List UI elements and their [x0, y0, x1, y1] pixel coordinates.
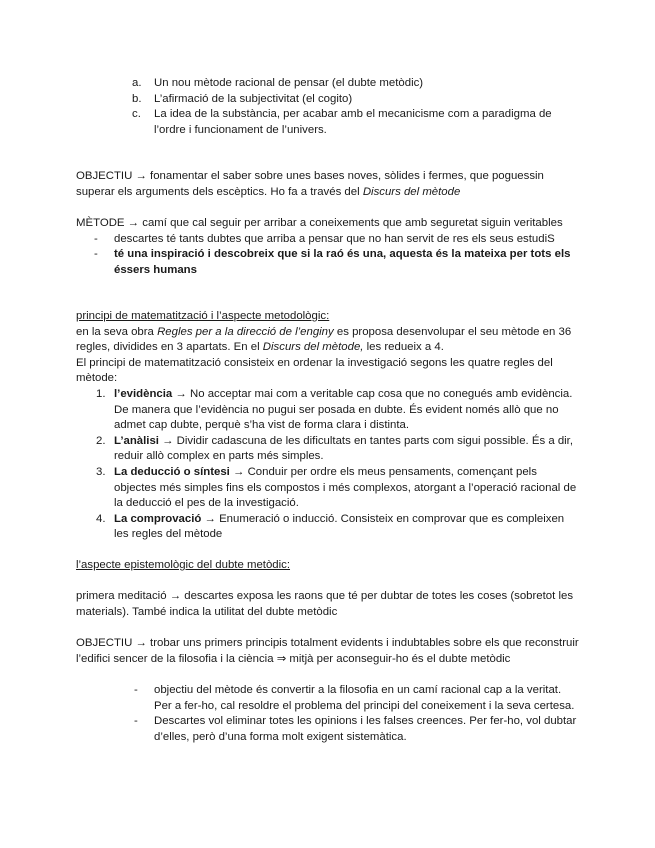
metode-bullets	[76, 232, 581, 279]
rule-body: → Dividir cadascuna de les dificultats en tantes parts com sigui possible. És a dir, reduir allò complex en parts més simples.	[114, 434, 574, 463]
rule-number: 3.	[96, 465, 106, 478]
list-item-text: L’afirmació de la subjectivitat (el cogito)	[154, 92, 353, 105]
objectiu2-text	[76, 636, 581, 667]
rule-item	[76, 387, 581, 434]
list-item	[134, 714, 581, 745]
rule-number: 2.	[96, 434, 106, 447]
section-heading: l’aspecte epistemològic del dubte metòdic:	[76, 559, 291, 571]
rule-text	[114, 465, 581, 512]
text-run: en la seva obra	[76, 325, 158, 338]
bold-text: té una inspiració i descobreix que si la raó és una, aquesta és la mateixa per tots els éssers humans	[114, 248, 571, 276]
metode-body: camí que cal seguir per arribar a coneixements que amb seguretat siguin veritables	[142, 217, 563, 229]
objectiu-body: trobar uns primers principis totalment evidents i indubtables sobre els que reconstruir l’edifici sencer de la filosofia i la ciència ⇒ mitjà per aconseguir-ho és el dubte metòdic	[76, 637, 579, 665]
principi-paragraph-2: El principi de matematització consisteix en ordenar la investigació segons les quatre regles del mètode:	[76, 356, 553, 385]
regles-title: Regles per a la direcció de l’enginy	[157, 325, 334, 338]
rule-title: La comprovació	[114, 512, 202, 525]
rule-item	[76, 434, 581, 465]
list-marker: c.	[132, 108, 141, 121]
dash-marker: -	[94, 232, 98, 245]
text-run: es proposa desenvolupar el seu mètode en 36 regles, dividides en 3 apartats. En el	[76, 325, 572, 354]
list-item	[132, 92, 572, 108]
metode-text	[76, 216, 581, 232]
list-item-text: Descartes vol eliminar totes les opinions i les falses creences. Per fer-ho, vol dubtar d’elles, però d’una forma molt exigent sistemàtica.	[154, 715, 577, 743]
list-item	[76, 232, 581, 248]
section-heading: principi de matematització i l’aspecte metodològic:	[76, 310, 330, 322]
rule-number: 1.	[96, 387, 106, 400]
rule-text	[114, 512, 581, 543]
discurs-title: Discurs del mètode,	[262, 341, 364, 354]
rule-body: → No acceptar mai com a veritable cap cosa que no conegués amb evidència. De manera que l’evidència no pugui ser posada en dubte. És evident només allò que no admet cap dubte, perquè s’ha vist de forma clara i distinta.	[114, 387, 573, 432]
discurs-title: Discurs del mètode	[362, 185, 461, 198]
list-marker: b.	[132, 92, 142, 105]
principi-paragraph-1	[76, 325, 581, 356]
rule-title: La deducció o síntesi	[114, 465, 230, 478]
objectiu2-bullets	[134, 683, 581, 745]
rule-text	[114, 387, 581, 434]
dash-marker: -	[94, 248, 98, 261]
list-item	[132, 76, 572, 92]
dash-marker: -	[134, 684, 138, 696]
rule-title: L’anàlisi	[114, 434, 159, 447]
objectiu-body: fonamentar el saber sobre unes bases noves, sòlides i fermes, que poguessin superar els arguments dels escèptics. Ho fa a través del	[76, 170, 544, 198]
rule-title: l’evidència	[114, 387, 173, 400]
objectiu-paragraph	[76, 169, 581, 200]
dash-marker: -	[134, 715, 138, 728]
meditacio-paragraph	[76, 589, 581, 620]
list-marker: a.	[132, 77, 142, 89]
list-item	[132, 107, 572, 138]
list-item	[76, 247, 581, 278]
meditacio-text: primera meditació → descartes exposa les raons que té per dubtar de totes les coses (sobretot les materials). També indica la utilitat del dubte metòdic	[76, 590, 574, 618]
rules-list	[76, 387, 581, 543]
rule-item	[76, 465, 581, 512]
text-run: les redueix a 4.	[363, 341, 444, 354]
list-item-text: descartes té tants dubtes que arriba a pensar que no han servit de res els seus estudiS	[114, 232, 555, 245]
metode-section	[76, 216, 581, 278]
objectiu-text	[76, 169, 581, 200]
objectiu2-paragraph	[76, 636, 581, 667]
rule-item	[76, 512, 581, 543]
intro-list	[132, 76, 572, 138]
list-item-text: Un nou mètode racional de pensar (el dubte metòdic)	[154, 77, 424, 89]
epistemologic-heading-block	[76, 558, 581, 574]
list-item-text: La idea de la substància, per acabar amb el mecanicisme com a paradigma de l’ordre i funcionament de l’univers.	[154, 108, 552, 136]
rule-body: → Enumeració o inducció. Consisteix en comprovar que es compleixen les regles del mètode	[114, 512, 565, 541]
rule-number: 4.	[96, 512, 106, 525]
objectiu-label: OBJECTIU →	[76, 170, 151, 182]
list-item-text-bold	[114, 247, 581, 278]
rule-body: → Conduir per ordre els meus pensaments, començant pels objectes més simples fins els compostos i més complexos, atorgant a l’operació racional de la deducció el pes de la investigació.	[114, 465, 577, 510]
metode-label: MÈTODE →	[76, 217, 143, 229]
objectiu-label: OBJECTIU →	[76, 637, 151, 649]
principi-section	[76, 309, 581, 543]
list-item	[134, 683, 581, 714]
rule-text	[114, 434, 581, 465]
list-item-text: objectiu del mètode és convertir a la filosofia en un camí racional cap a la veritat. Per a fer-ho, cal resoldre el problema del principi del coneixement i la seva certesa.	[154, 684, 575, 712]
